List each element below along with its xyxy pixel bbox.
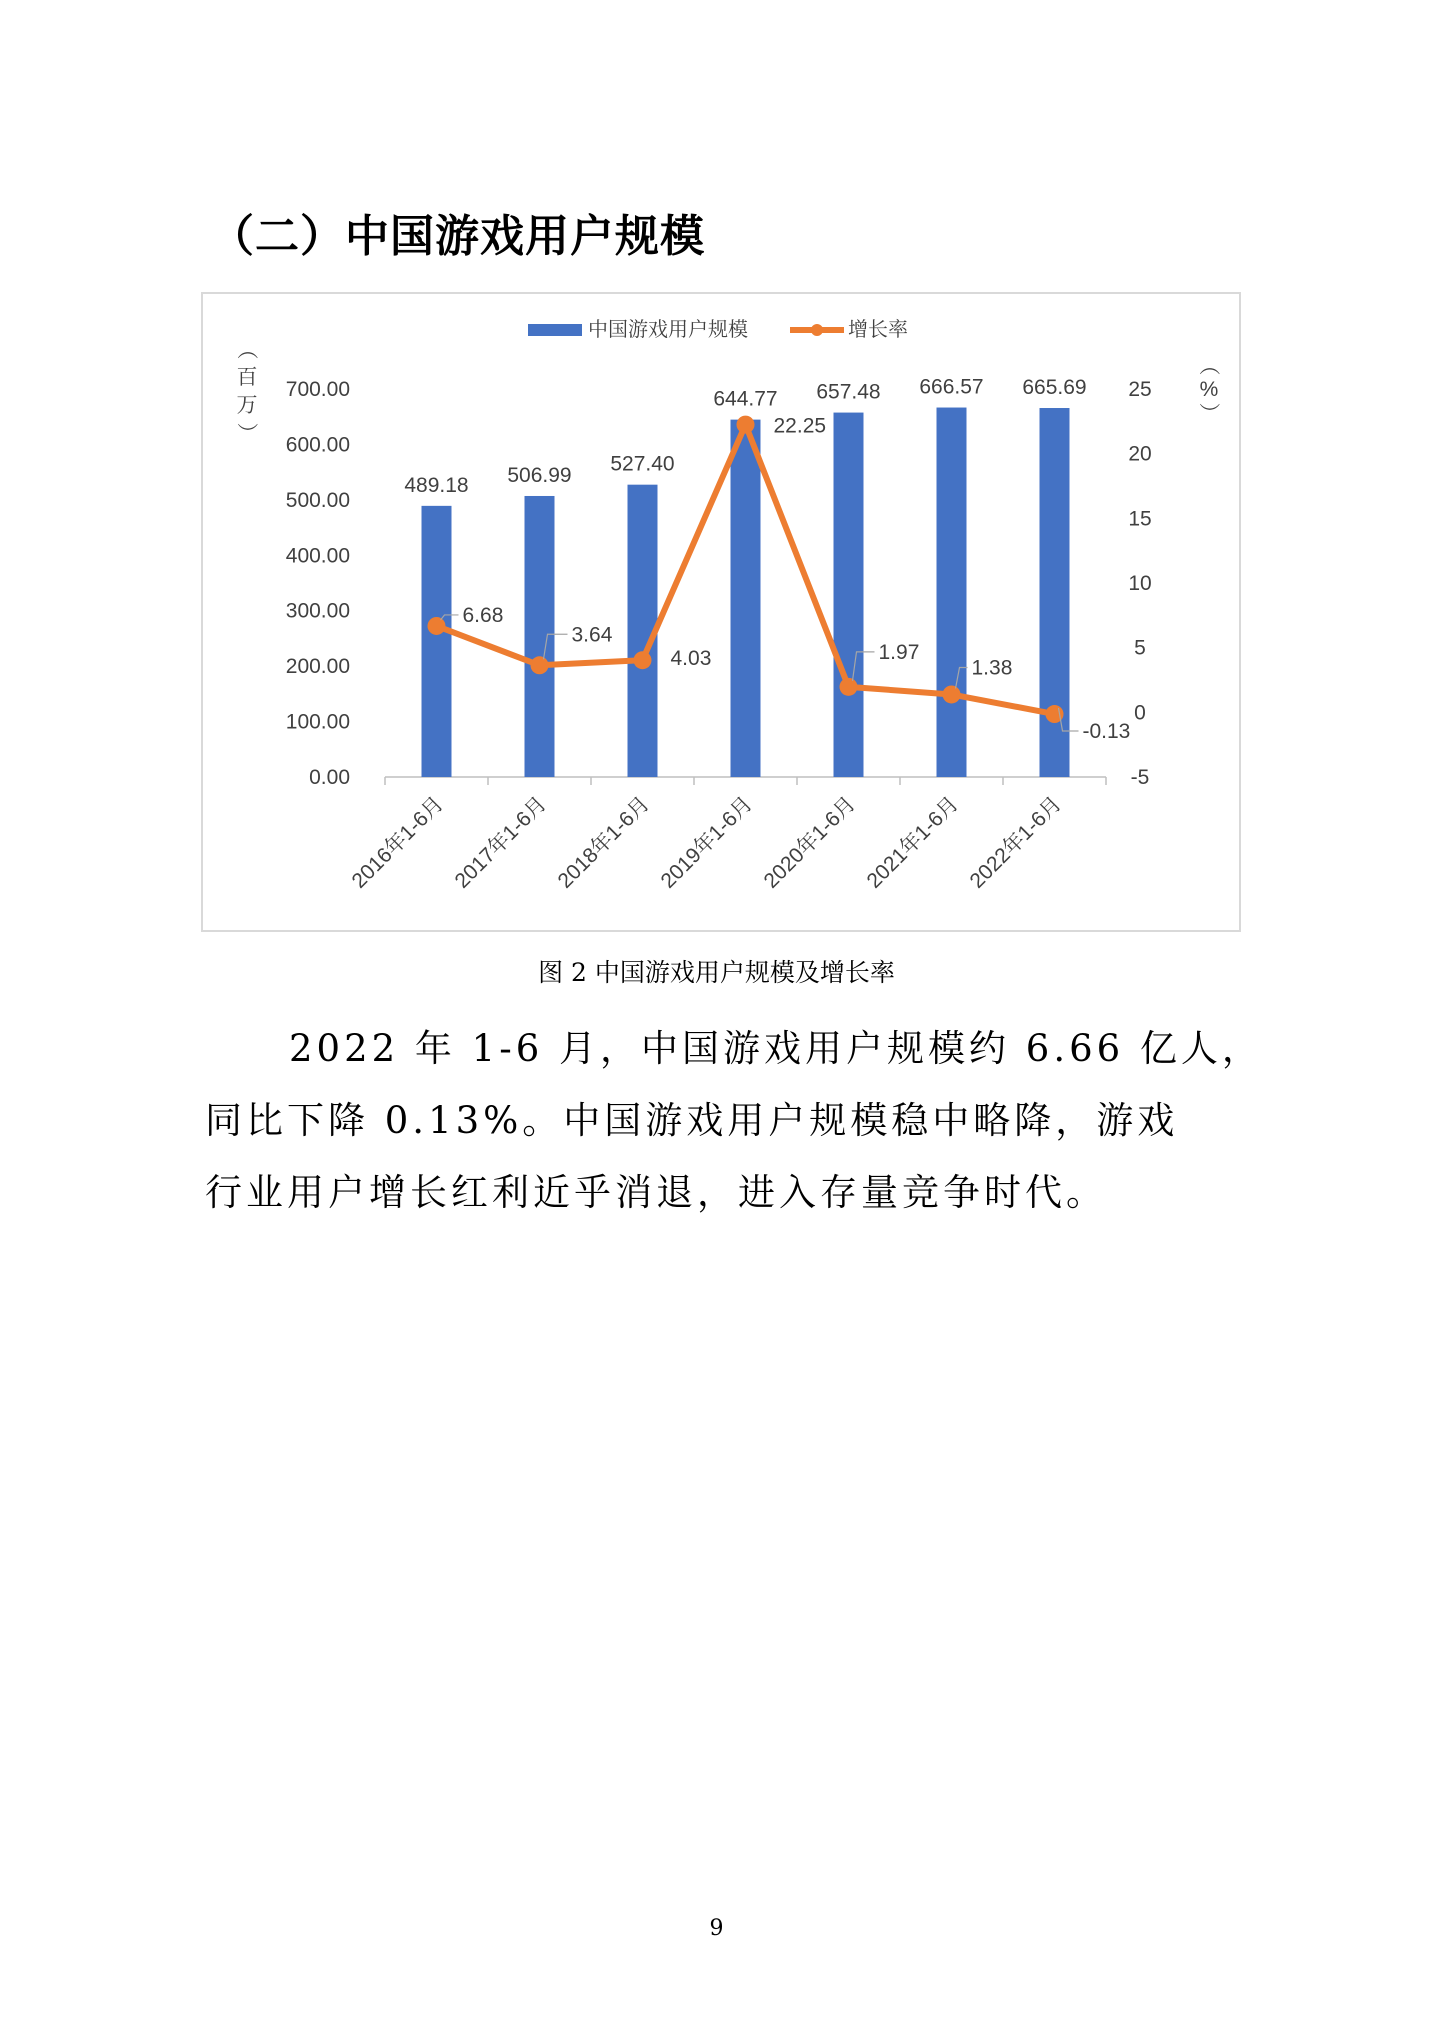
figure-caption: 图 2 中国游戏用户规模及增长率	[538, 958, 895, 987]
x-category-label: 2019年1-6月	[656, 792, 758, 893]
x-category-label: 2022年1-6月	[965, 792, 1067, 893]
legend-label-bar: 中国游戏用户规模	[588, 319, 748, 341]
y-left-tick-label: 400.00	[285, 544, 350, 568]
y-right-tick-label: 15	[1128, 507, 1152, 531]
section-heading: （二）中国游戏用户规模	[210, 211, 705, 262]
page-number: 9	[709, 1916, 724, 1941]
y-left-unit-char: 百	[236, 366, 258, 389]
x-category-label: 2016年1-6月	[347, 792, 449, 893]
y-right-unit-char: %	[1199, 378, 1219, 401]
line-value-label: 1.38	[971, 656, 1013, 680]
bar-value-label: 506.99	[507, 463, 572, 487]
x-category-label: 2017年1-6月	[450, 792, 552, 893]
legend-swatch-marker	[811, 324, 823, 336]
growth-rate-point	[840, 678, 858, 696]
growth-rate-point	[428, 617, 446, 635]
legend-label-line: 增长率	[848, 319, 908, 341]
bar-user-scale	[525, 496, 555, 777]
bar-user-scale	[937, 408, 967, 777]
bar-value-label: 657.48	[816, 380, 881, 404]
x-category-label: 2018年1-6月	[553, 792, 655, 893]
y-left-tick-label: 500.00	[285, 488, 350, 512]
bar-value-label: 644.77	[713, 387, 778, 411]
bar-value-label: 489.18	[404, 473, 469, 497]
line-value-label: 4.03	[670, 647, 712, 671]
y-right-tick-label: -5	[1130, 766, 1150, 789]
user-scale-chart	[203, 294, 1239, 930]
line-value-label: 3.64	[571, 623, 613, 647]
y-left-unit-char: ）	[235, 422, 258, 444]
bar-value-label: 665.69	[1022, 376, 1087, 400]
y-left-tick-label: 300.00	[285, 599, 350, 623]
y-left-unit-char: 万	[236, 394, 258, 417]
bar-value-label: 527.40	[610, 452, 675, 476]
line-value-label: 6.68	[462, 603, 504, 627]
x-category-label: 2020年1-6月	[759, 792, 861, 893]
x-category-label: 2021年1-6月	[862, 792, 964, 893]
chart-frame	[201, 292, 1241, 932]
y-left-unit-char: （	[235, 338, 258, 360]
paragraph-line-2: 同比下降 0.13%。中国游戏用户规模稳中略降，游戏	[205, 1099, 1179, 1142]
y-left-tick-label: 200.00	[285, 655, 350, 679]
bar-user-scale	[834, 413, 864, 777]
y-left-tick-label: 600.00	[285, 433, 350, 457]
y-left-tick-label: 700.00	[285, 378, 350, 401]
line-value-label: 22.25	[773, 414, 827, 438]
y-right-unit-char: （	[1197, 354, 1220, 376]
y-right-tick-label: 5	[1134, 636, 1146, 660]
line-value-label: -0.13	[1082, 720, 1131, 744]
growth-rate-point	[634, 651, 652, 669]
growth-rate-point	[943, 685, 961, 703]
bar-user-scale	[422, 506, 452, 777]
growth-rate-point	[737, 416, 755, 434]
paragraph-line-1: 2022 年 1-6 月，中国游戏用户规模约 6.66 亿人，	[289, 1027, 1263, 1070]
bar-user-scale	[731, 420, 761, 777]
paragraph-line-3: 行业用户增长红利近乎消退，进入存量竞争时代。	[205, 1171, 1107, 1214]
bar-value-label: 666.57	[919, 375, 984, 399]
growth-rate-point	[531, 656, 549, 674]
y-left-tick-label: 100.00	[285, 710, 350, 734]
y-right-tick-label: 0	[1134, 701, 1146, 725]
y-right-tick-label: 25	[1128, 378, 1152, 401]
legend-swatch-bar	[528, 324, 582, 336]
line-value-label: 1.97	[878, 640, 920, 664]
y-right-tick-label: 20	[1128, 442, 1152, 466]
y-right-tick-label: 10	[1128, 572, 1152, 595]
y-right-unit-char: ）	[1197, 402, 1220, 424]
y-left-tick-label: 0.00	[309, 766, 350, 789]
